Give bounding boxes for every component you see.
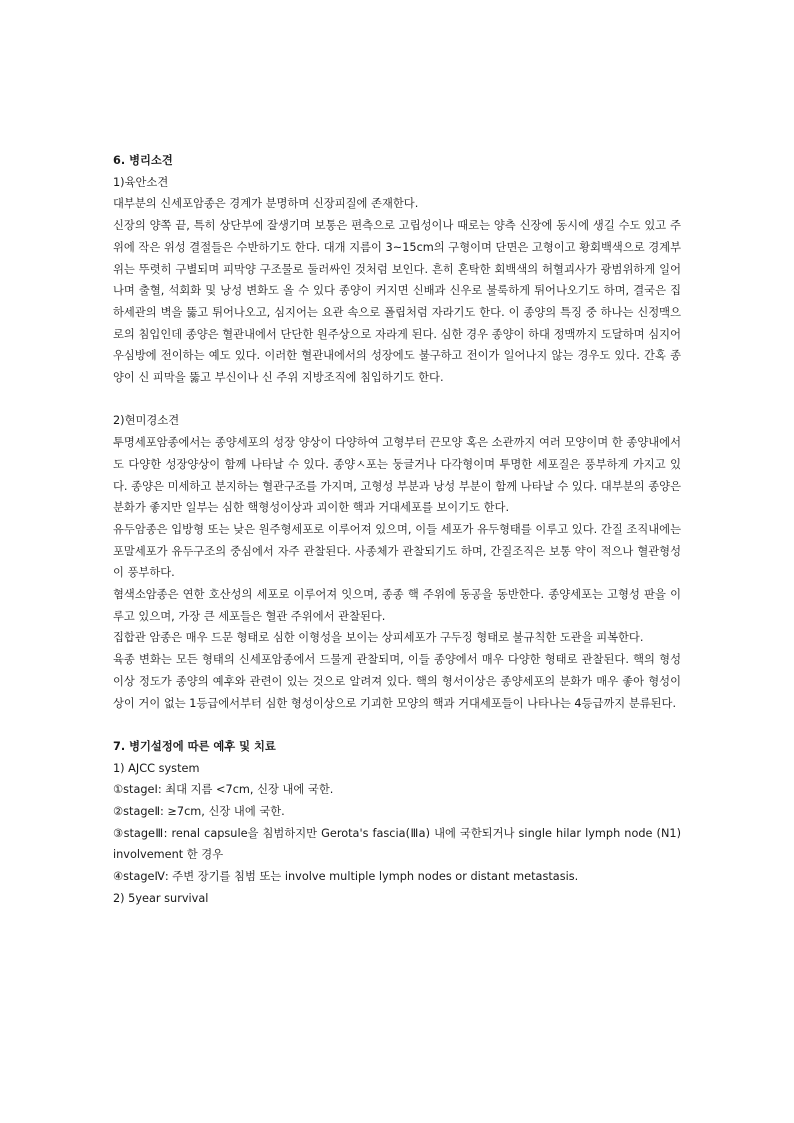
five-year-survival-subtitle: 2) 5year survival — [113, 891, 209, 905]
gross-paragraph: 신장의 양쪽 끝, 특히 상단부에 잘생기며 보통은 편측으로 고립성이나 때로는 양측 신장에 동시에 생길 수도 있고 주위에 작은 위성 결절들은 수반하기도 한다. 대개 지름이 3~15cm의 구형이며 단면은 고형이고 황회백색으로 경계부위는 뚜렷히 구별되며 피막양 구조물로 둘러싸인 것처럼 보인다. 흔히 혼탁한 회백색의 허혈괴사가 광범위하게 일어나며 출혈, 석회화 및 낭성 변화도 올 수 있다 종양이 커지면 신배과 신우로 불룩하게 튀어나오기도 하며, 결국은 집하세관의 벽을 뚫고 튀어나오고, 심지어는 요관 속으로 폴립처럼 자라기도 한다. 이 종양의 특징 중 하나는 신정맥으로의 침입인데 종양은 혈관내에서 단단한 원주상으로 자라게 된다. 심한 경우 종양이 하대 정맥까지 도달하며 심지어 우심방에 전이하는 예도 있다. 이러한 혈관내에서의 성장에도 불구하고 전이가 일어나지 않는 경우도 있다. 간혹 종양이 신 피막을 뚫고 부신이나 신 주위 지방조직에 침입하기도 한다. — [113, 219, 681, 385]
micro-paragraph: 육종 변화는 모든 형태의 신세포암종에서 드물게 관찰되며, 이들 종양에서 매우 다양한 형태로 관찰된다. 핵의 형성이상 정도가 종양의 예후와 관련이 있는 것으로 알려져 있다. 핵의 형서이상은 종양세포의 분화가 매우 좋아 형성이상이 거이 없는 1등급에서부터 심한 형성이상으로 기괴한 모양의 핵과 거대세포들이 나타나는 4등급까지 분류된다. — [113, 653, 681, 710]
section-6-title: 6. 병리소견 — [113, 154, 173, 167]
gross-findings-subtitle: 1)육안소견 — [113, 175, 169, 189]
microscopic-findings-subtitle: 2)현미경소견 — [113, 414, 180, 428]
gross-paragraph: 대부분의 신세포암종은 경계가 분명하며 신장피질에 존재한다. — [113, 197, 419, 211]
stage-item: ③stageⅢ: renal capsule을 침범하지만 Gerota's fascia(Ⅲa) 내에 국한되거나 single hilar lymph node (N1) involvement 한 경우 — [113, 826, 681, 862]
document-body — [113, 150, 681, 910]
micro-paragraph: 투명세포암종에서는 종양세포의 성장 양상이 다양하여 고형부터 끈모양 혹은 소관까지 여러 모양이며 한 종양내에서도 다양한 성장양상이 함께 나타날 수 있다. 종양ㅅ포는 둥글거나 다각형이며 투명한 세포질은 풍부하게 가지고 있다. 종양은 미세하고 분지하는 혈관구조를 가지며, 고형성 부분과 낭성 부분이 함께 나타날 수 있다. 대부분의 종양은 분화가 좋지만 일부는 심한 핵형성이상과 괴이한 핵과 거대세포를 보이기도 한다. — [113, 436, 681, 515]
micro-paragraph: 유두암종은 입방형 또는 낮은 원주형세포로 이루어져 있으며, 이들 세포가 유두형태를 이루고 있다. 간질 조직내에는 포말세포가 유두구조의 중심에서 자주 관찰된다. 사종체가 관찰되기도 하며, 간질조직은 보통 약이 적으나 혈관형성이 풍부하다. — [113, 522, 681, 580]
spacer — [113, 389, 681, 411]
stage-item: ④stageⅣ: 주변 장기를 침범 또는 involve multiple lymph nodes or distant metastasis. — [113, 870, 579, 884]
ajcc-system-subtitle: 1) AJCC system — [113, 761, 200, 775]
section-7-title: 7. 병기설정에 따른 예후 및 치료 — [113, 739, 276, 753]
spacer — [113, 714, 681, 736]
micro-paragraph: 혐색소암종은 연한 호산성의 세포로 이루어져 잇으며, 종종 핵 주위에 동공을 동반한다. 종양세포는 고형성 판을 이루고 있으며, 가장 큰 세포들은 혈관 주위에서 관찰된다. — [113, 588, 681, 623]
micro-paragraph: 집합관 암종은 매우 드문 형태로 심한 이형성을 보이는 상피세포가 구두징 형태로 불규칙한 도관을 피복한다. — [113, 631, 644, 645]
stage-item: ①stageⅠ: 최대 지름 <7cm, 신장 내에 국한. — [113, 783, 334, 797]
stage-item: ②stageⅡ: ≥7cm, 신장 내에 국한. — [113, 805, 285, 819]
